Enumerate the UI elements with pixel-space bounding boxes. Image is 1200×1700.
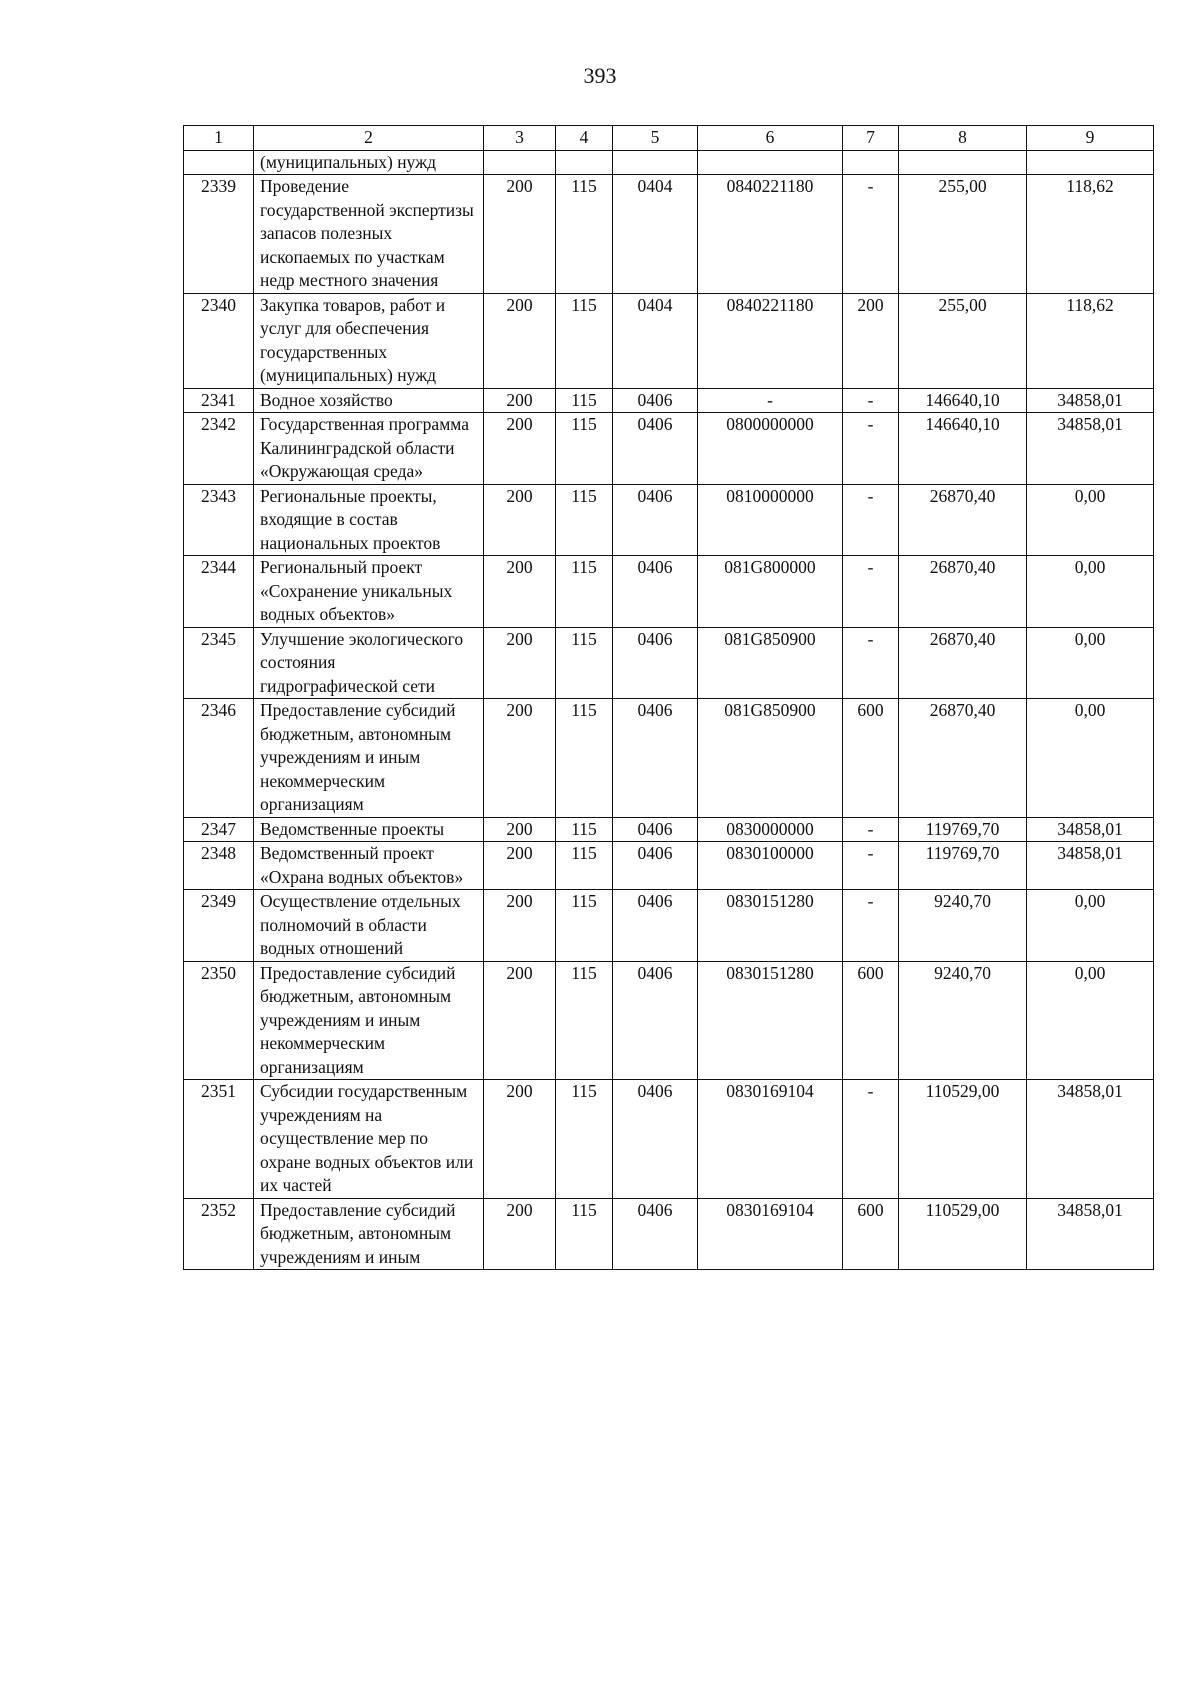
row-name: Субсидии государственным учреждениям на осуществление мер по охране водных объектов или их частей [254,1080,484,1199]
row-amount-executed: 0,00 [1027,556,1154,628]
row-name: Водное хозяйство [254,388,484,413]
budget-table [183,125,1154,1270]
row-target-article: 0840221180 [698,293,843,388]
row-name: Предоставление субсидий бюджетным, автономным учреждениям и иным [254,1198,484,1270]
row-amount-executed: 34858,01 [1027,388,1154,413]
continuation-text: (муниципальных) нужд [254,150,484,175]
header-cell-1: 1 [184,126,254,151]
row-number: 2350 [184,961,254,1080]
row-amount-planned: 9240,70 [899,961,1027,1080]
table-row [184,293,1154,388]
row-amount-executed: 34858,01 [1027,842,1154,890]
table-row [184,388,1154,413]
row-section: 0404 [613,175,698,294]
row-amount-executed: 0,00 [1027,627,1154,699]
row-expense-type: - [843,484,899,556]
row-target-article: 0800000000 [698,413,843,485]
row-name: Осуществление отдельных полномочий в области водных отношений [254,890,484,962]
row-amount-executed: 34858,01 [1027,817,1154,842]
row-amount-planned: 119769,70 [899,842,1027,890]
continuation-cell-empty [184,150,254,175]
header-cell-7: 7 [843,126,899,151]
row-code-4: 115 [556,175,613,294]
row-expense-type: - [843,627,899,699]
row-amount-planned: 255,00 [899,293,1027,388]
row-section: 0406 [613,627,698,699]
row-amount-planned: 26870,40 [899,556,1027,628]
row-name: Проведение государственной экспертизы запасов полезных ископаемых по участкам недр местного значения [254,175,484,294]
row-target-article: 0830169104 [698,1080,843,1199]
row-amount-planned: 9240,70 [899,890,1027,962]
row-code-3: 200 [484,817,556,842]
row-code-3: 200 [484,388,556,413]
header-cell-6: 6 [698,126,843,151]
row-section: 0406 [613,1080,698,1199]
row-code-3: 200 [484,890,556,962]
row-code-4: 115 [556,961,613,1080]
table-row [184,175,1154,294]
header-cell-8: 8 [899,126,1027,151]
table-row [184,556,1154,628]
row-expense-type: - [843,817,899,842]
row-number: 2342 [184,413,254,485]
row-name: Улучшение экологического состояния гидрографической сети [254,627,484,699]
row-code-3: 200 [484,556,556,628]
table-row [184,1080,1154,1199]
row-amount-executed: 0,00 [1027,699,1154,818]
row-section: 0406 [613,842,698,890]
header-cell-9: 9 [1027,126,1154,151]
row-number: 2345 [184,627,254,699]
row-code-3: 200 [484,1080,556,1199]
table-row [184,484,1154,556]
row-code-4: 115 [556,293,613,388]
header-cell-4: 4 [556,126,613,151]
row-section: 0406 [613,484,698,556]
row-number: 2348 [184,842,254,890]
row-code-4: 115 [556,842,613,890]
continuation-cell-empty [843,150,899,175]
row-code-4: 115 [556,1080,613,1199]
header-row [184,126,1154,151]
row-number: 2351 [184,1080,254,1199]
row-name: Государственная программа Калининградской области «Окружающая среда» [254,413,484,485]
row-code-4: 115 [556,627,613,699]
row-amount-executed: 34858,01 [1027,1198,1154,1270]
row-name: Закупка товаров, работ и услуг для обеспечения государственных (муниципальных) нужд [254,293,484,388]
row-code-4: 115 [556,484,613,556]
row-code-3: 200 [484,484,556,556]
row-amount-planned: 110529,00 [899,1198,1027,1270]
continuation-cell-empty [698,150,843,175]
table-row [184,961,1154,1080]
table-row [184,842,1154,890]
row-expense-type: 600 [843,961,899,1080]
row-expense-type: - [843,890,899,962]
row-amount-executed: 0,00 [1027,484,1154,556]
row-target-article: 081G850900 [698,699,843,818]
row-amount-planned: 110529,00 [899,1080,1027,1199]
row-amount-executed: 118,62 [1027,175,1154,294]
row-target-article: 0830151280 [698,890,843,962]
row-expense-type: - [843,175,899,294]
table-row [184,413,1154,485]
row-target-article: 0840221180 [698,175,843,294]
continuation-cell-empty [899,150,1027,175]
row-expense-type: - [843,388,899,413]
row-expense-type: 600 [843,699,899,818]
row-section: 0406 [613,388,698,413]
row-code-4: 115 [556,388,613,413]
header-cell-5: 5 [613,126,698,151]
table-row [184,1198,1154,1270]
row-code-3: 200 [484,413,556,485]
row-number: 2343 [184,484,254,556]
row-amount-planned: 119769,70 [899,817,1027,842]
row-section: 0406 [613,961,698,1080]
row-amount-executed: 118,62 [1027,293,1154,388]
table-row [184,627,1154,699]
row-code-3: 200 [484,699,556,818]
page-number: 393 [583,63,617,88]
row-expense-type: 600 [843,1198,899,1270]
row-code-3: 200 [484,175,556,294]
row-target-article: 0830169104 [698,1198,843,1270]
row-amount-planned: 26870,40 [899,484,1027,556]
row-code-3: 200 [484,842,556,890]
row-amount-planned: 146640,10 [899,413,1027,485]
row-target-article: 0830000000 [698,817,843,842]
row-section: 0406 [613,413,698,485]
row-name: Предоставление субсидий бюджетным, автономным учреждениям и иным некоммерческим организациям [254,699,484,818]
row-target-article: - [698,388,843,413]
row-target-article: 081G850900 [698,627,843,699]
table-row [184,890,1154,962]
row-name: Региональные проекты, входящие в состав национальных проектов [254,484,484,556]
row-amount-planned: 26870,40 [899,699,1027,818]
row-code-3: 200 [484,293,556,388]
row-expense-type: - [843,842,899,890]
row-amount-executed: 34858,01 [1027,413,1154,485]
row-target-article: 0830151280 [698,961,843,1080]
row-code-4: 115 [556,817,613,842]
row-expense-type: - [843,1080,899,1199]
row-section: 0406 [613,699,698,818]
row-name: Ведомственный проект «Охрана водных объектов» [254,842,484,890]
header-cell-2: 2 [254,126,484,151]
row-section: 0404 [613,293,698,388]
row-number: 2339 [184,175,254,294]
row-expense-type: - [843,413,899,485]
row-section: 0406 [613,817,698,842]
row-code-4: 115 [556,1198,613,1270]
row-name: Региональный проект «Сохранение уникальных водных объектов» [254,556,484,628]
row-name: Ведомственные проекты [254,817,484,842]
row-amount-planned: 255,00 [899,175,1027,294]
row-expense-type: 200 [843,293,899,388]
row-code-3: 200 [484,961,556,1080]
row-code-3: 200 [484,1198,556,1270]
row-number: 2349 [184,890,254,962]
row-section: 0406 [613,890,698,962]
row-code-4: 115 [556,890,613,962]
row-number: 2344 [184,556,254,628]
row-amount-planned: 146640,10 [899,388,1027,413]
row-target-article: 0810000000 [698,484,843,556]
row-number: 2341 [184,388,254,413]
row-code-4: 115 [556,699,613,818]
table-row [184,817,1154,842]
row-amount-planned: 26870,40 [899,627,1027,699]
continuation-cell-empty [556,150,613,175]
row-number: 2340 [184,293,254,388]
continuation-cell-empty [484,150,556,175]
row-target-article: 0830100000 [698,842,843,890]
row-target-article: 081G800000 [698,556,843,628]
row-amount-executed: 0,00 [1027,961,1154,1080]
continuation-row [184,150,1154,175]
table-row [184,699,1154,818]
continuation-cell-empty [1027,150,1154,175]
row-amount-executed: 0,00 [1027,890,1154,962]
header-cell-3: 3 [484,126,556,151]
row-code-4: 115 [556,556,613,628]
row-section: 0406 [613,556,698,628]
row-expense-type: - [843,556,899,628]
row-name: Предоставление субсидий бюджетным, автономным учреждениям и иным некоммерческим организациям [254,961,484,1080]
row-number: 2346 [184,699,254,818]
row-amount-executed: 34858,01 [1027,1080,1154,1199]
row-number: 2347 [184,817,254,842]
row-section: 0406 [613,1198,698,1270]
continuation-cell-empty [613,150,698,175]
row-number: 2352 [184,1198,254,1270]
row-code-4: 115 [556,413,613,485]
row-code-3: 200 [484,627,556,699]
